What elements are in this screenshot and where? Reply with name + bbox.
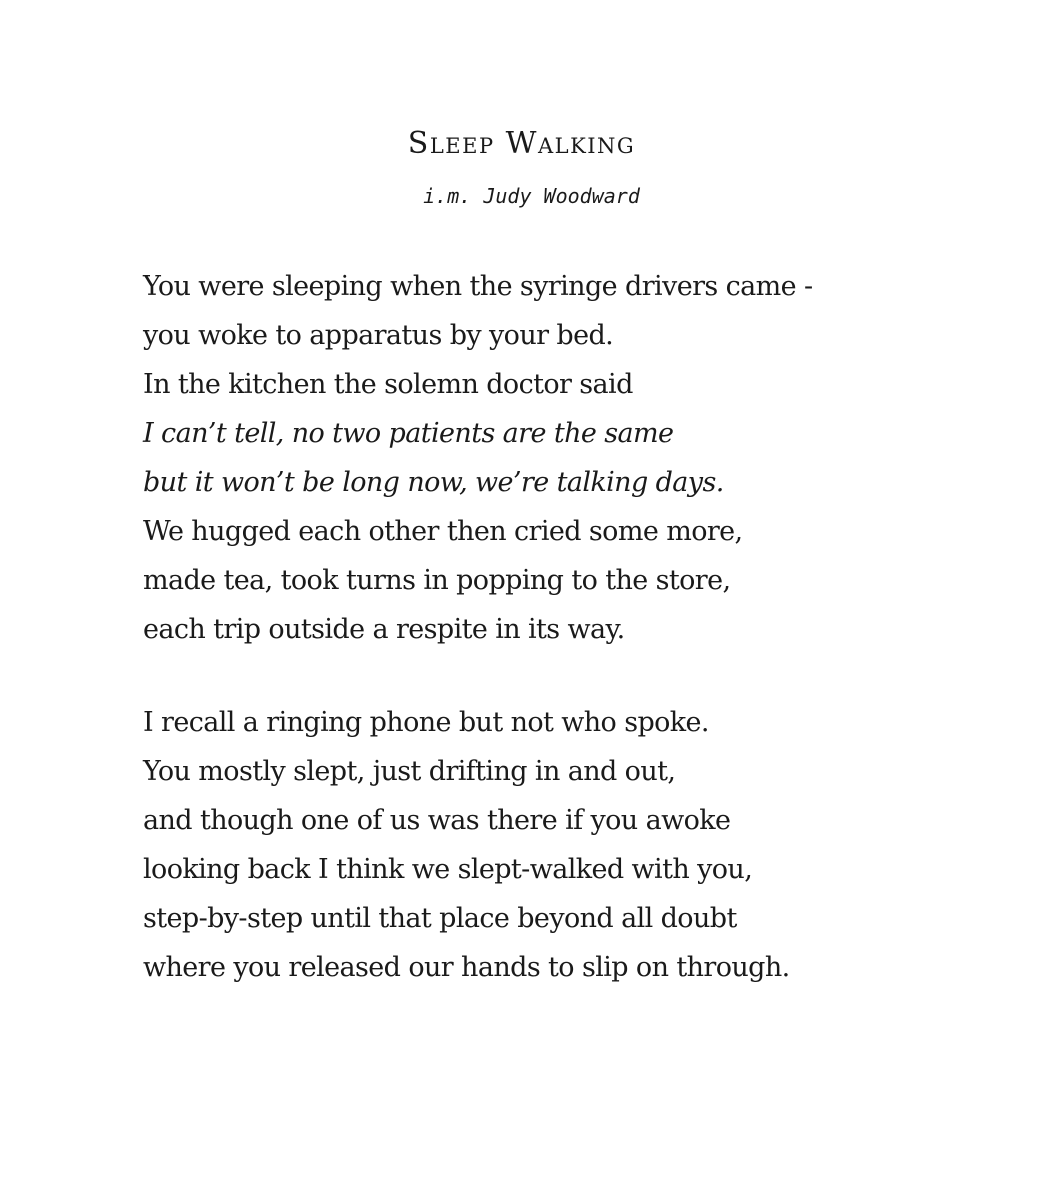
stanza-1 bbox=[143, 262, 1023, 654]
poem-line: step-by-step until that place beyond all doubt bbox=[143, 903, 737, 934]
poem-title: Sleep Walking bbox=[407, 126, 636, 161]
poem-dedication: i.m. Judy Woodward bbox=[423, 184, 640, 208]
poem-line: where you released our hands to slip on through. bbox=[143, 952, 790, 983]
poem-line: In the kitchen the solemn doctor said bbox=[143, 369, 633, 400]
poem-line: you woke to apparatus by your bed. bbox=[143, 320, 614, 351]
poem-line: and though one of us was there if you awoke bbox=[143, 805, 731, 836]
poem-line: looking back I think we slept-walked with you, bbox=[143, 854, 753, 885]
poem-line: You mostly slept, just drifting in and out, bbox=[143, 756, 676, 787]
poem-line-italic: but it won’t be long now, we’re talking days. bbox=[143, 467, 724, 498]
stanza-2 bbox=[143, 698, 1023, 992]
poem-line: I recall a ringing phone but not who spoke. bbox=[143, 707, 709, 738]
poem-line: We hugged each other then cried some more, bbox=[143, 516, 743, 547]
poem-line: made tea, took turns in popping to the store, bbox=[143, 565, 731, 596]
poem-line-italic: I can’t tell, no two patients are the same bbox=[143, 418, 674, 449]
poem-line: each trip outside a respite in its way. bbox=[143, 614, 625, 645]
poem-line: You were sleeping when the syringe drivers came - bbox=[143, 271, 813, 302]
